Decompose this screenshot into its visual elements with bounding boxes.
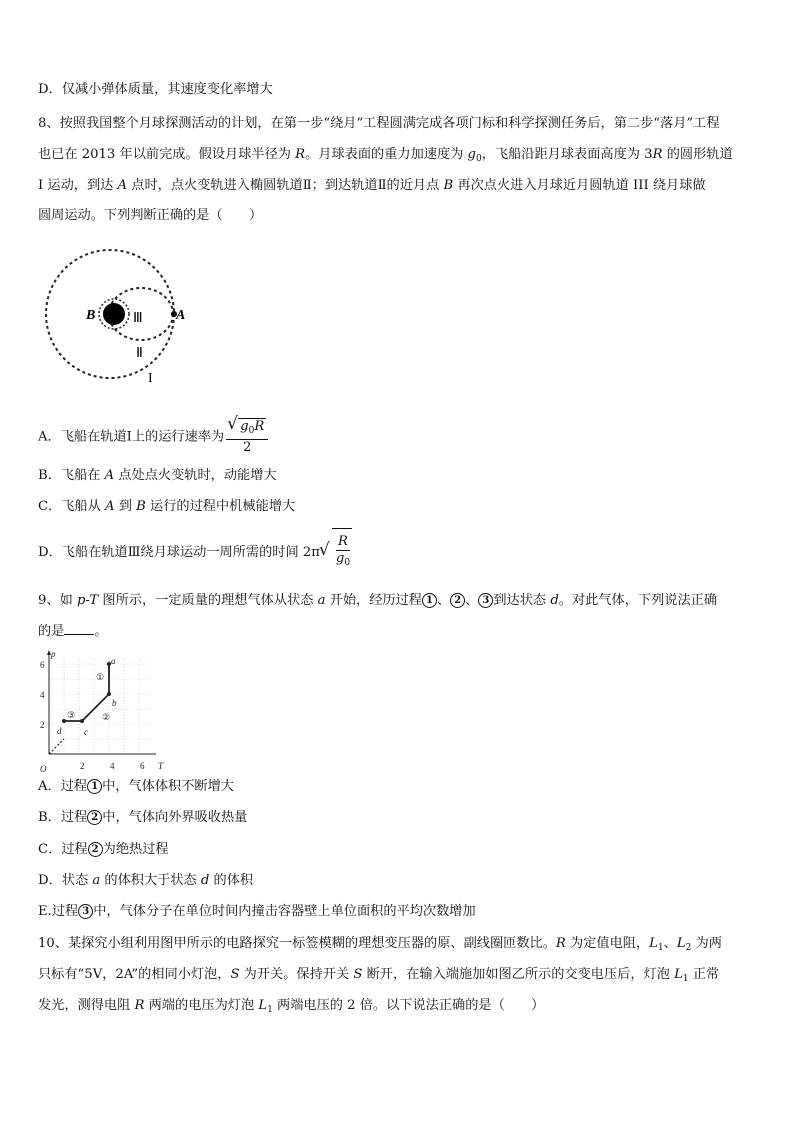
q9-text: 、 [465, 593, 479, 608]
label-I: I [148, 371, 153, 386]
q8-option-d [38, 528, 352, 577]
q10-stem-line-2 [38, 965, 719, 989]
label-A: A [176, 308, 186, 323]
q10-var: L [676, 936, 686, 951]
q10-stem-line-1 [38, 934, 722, 958]
q8-text: B．飞船在 [38, 468, 105, 483]
q8-a-text: A．飞船在轨道Ⅰ上的运行速率为 [38, 429, 225, 445]
q9-text: 、 [436, 593, 451, 608]
circled-number: 2 [87, 810, 102, 825]
q8-text: C．飞船从 [38, 499, 106, 514]
q9-text: 的体积 [209, 873, 254, 888]
q8-a-denominator: 2 [243, 440, 252, 455]
q8-d-radicand [332, 528, 352, 577]
q9-var: a [317, 593, 326, 608]
sqrt-symbol [320, 528, 352, 577]
q10-var: R [134, 998, 145, 1013]
q9-option-b [38, 808, 247, 828]
point-d [62, 719, 66, 723]
q10-sub: 2 [685, 943, 692, 953]
circled-number: 1 [422, 593, 437, 608]
q10-text: 为定值电阻， [565, 936, 650, 951]
q10-text: 为开关。保持开关 [239, 967, 354, 982]
q9-var: a [92, 873, 101, 888]
q10-var: S [353, 967, 363, 982]
q8-var: B [443, 178, 454, 193]
q8-var: A [105, 499, 115, 514]
q8-var: g [335, 551, 345, 566]
q10-text: 两端的电压为灯泡 [144, 998, 259, 1013]
x-tick: 4 [110, 761, 115, 771]
q10-text: 两端电压的 2 倍。以下说法正确的是（ ） [272, 998, 545, 1013]
q9-var: p-T [76, 593, 99, 608]
moon [103, 303, 125, 325]
process-3-label: ③ [67, 710, 76, 720]
sqrt-symbol [228, 418, 266, 439]
circled-number: 3 [78, 904, 93, 919]
x-tick: 2 [80, 761, 85, 771]
orbit-figure [44, 244, 204, 386]
q9-option-d [38, 871, 253, 891]
q10-sub: 1 [657, 943, 664, 953]
q9-text: 中，气体向外界吸收热量 [102, 810, 248, 825]
q8-a-numerator [226, 418, 268, 440]
y-tick: 4 [40, 690, 45, 700]
circled-number: 2 [450, 593, 465, 608]
state-c-label: c [84, 727, 88, 737]
t-axis-label: T [158, 761, 164, 771]
q8-var: R [295, 147, 306, 162]
q8-text: 再次点火进入月球近月圆轨道 III 绕月球做 [453, 178, 706, 193]
q8-sub: 0 [248, 426, 255, 436]
q9-stem-line-2 [38, 622, 108, 642]
x-tick: 6 [140, 761, 145, 771]
pt-diagram [36, 648, 168, 776]
q10-text: 正常 [688, 967, 720, 982]
label-II: Ⅱ [136, 346, 143, 361]
q9-text: 中，气体体积不断增大 [102, 779, 234, 794]
q9-option-e [38, 902, 476, 922]
q8-var: R [254, 419, 265, 434]
dashed-extension [49, 739, 64, 754]
q8-stem-line-3 [38, 176, 706, 196]
label-III: Ⅲ [133, 311, 143, 326]
q9-var: d [200, 873, 210, 888]
q8-var: A [104, 468, 115, 483]
q9-text: E.过程 [38, 904, 79, 919]
q8-text: 的圆形轨道 [662, 147, 733, 162]
q8-a-fraction [226, 418, 268, 456]
point-b [107, 692, 111, 696]
q8-var: g [240, 419, 249, 434]
q8-sub: 0 [344, 558, 351, 568]
q9-text: 图所示，一定质量的理想气体从状态 [98, 593, 318, 608]
q9-text: 。 [94, 624, 108, 639]
q9-text: 的体积大于状态 [100, 873, 201, 888]
state-a-label: a [111, 656, 116, 666]
q8-text: 点处点火变轨时，动能增大 [114, 468, 277, 483]
point-c [80, 719, 84, 723]
q10-sub: 1 [682, 974, 689, 984]
q8-text: ，飞船沿距月球表面高度为 3 [481, 147, 653, 162]
answer-blank[interactable] [64, 622, 94, 635]
q8-d-denominator [336, 551, 350, 571]
y-tick: 6 [40, 660, 45, 670]
q8-var: A [117, 178, 128, 193]
q8-d-numerator [336, 534, 350, 551]
q8-text: I 运动，到达 [38, 178, 118, 193]
q10-text: 发光，测得电阻 [38, 998, 135, 1013]
q8-var: g [467, 147, 476, 162]
q8-text: 。月球表面的重力加速度为 [305, 147, 468, 162]
q10-var: L [649, 936, 658, 951]
q8-option-c [38, 497, 295, 517]
q9-text: 的是 [38, 624, 65, 639]
q10-var: L [674, 967, 683, 982]
q8-a-radicand [238, 418, 266, 439]
state-d-label: d [57, 726, 62, 736]
q8-var: B [136, 499, 146, 514]
circled-number: 3 [478, 593, 493, 608]
q8-text: 也已在 2013 年以前完成。假设月球半径为 [38, 147, 296, 162]
q7-option-d [38, 80, 273, 100]
q9-text: 9、如 [38, 593, 77, 608]
q8-stem-line-1 [38, 114, 720, 134]
q8-text: 点时，点火变轨进入椭圆轨道Ⅱ；到达轨道Ⅱ的近月点 [127, 178, 444, 193]
q9-text: B．过程 [38, 810, 88, 825]
q10-text: 为两 [691, 936, 722, 951]
q9-stem-line-1 [38, 591, 717, 611]
q7-option-d-text: D．仅减小弹体质量，其速度变化率增大 [38, 82, 273, 97]
q9-text: D．状态 [38, 873, 93, 888]
q9-text: 。对此气体，下列说法正确 [558, 593, 718, 608]
q8-d-fraction [336, 534, 350, 571]
q8-var: R [338, 534, 348, 549]
circled-number: 2 [88, 842, 103, 857]
q9-text: 开始，经历过程 [325, 593, 422, 608]
p-axis-label: p [51, 649, 56, 659]
origin-label: O [40, 764, 47, 774]
q8-stem-text-4: 圆周运动。下列判断正确的是（ ） [38, 208, 263, 223]
process-2-label: ② [102, 712, 111, 722]
q8-sub: 0 [475, 154, 482, 164]
q9-text: C．过程 [38, 842, 88, 857]
q8-text: 运行的过程中机械能增大 [145, 499, 296, 514]
q9-option-a [38, 777, 234, 797]
label-B: B [86, 308, 96, 323]
q10-var: S [230, 967, 240, 982]
q9-text: 中，气体分子在单位时间内撞击容器壁上单位面积的平均次数增加 [93, 904, 476, 919]
q10-var: R [555, 936, 566, 951]
q10-text: 10、某探究小组利用图甲所示的电路探究一标签模糊的理想变压器的原、副线圈匝数比。 [38, 936, 556, 951]
q10-text: 、 [663, 936, 677, 951]
y-tick: 2 [40, 720, 45, 730]
q8-stem-text-1: 8、按照我国整个月球探测活动的计划，在第一步“绕月”工程圆满完成各项门标和科学探测任务后，第二步“落月”工程 [38, 116, 720, 131]
q8-var: R [652, 147, 663, 162]
q9-text: 到达状态 [493, 593, 551, 608]
process-1-label: ① [96, 672, 105, 682]
circled-number: 1 [87, 779, 102, 794]
q9-var: d [550, 593, 559, 608]
q10-var: L [258, 998, 268, 1013]
q9-text: 为绝热过程 [102, 842, 169, 857]
q10-sub: 1 [267, 1005, 273, 1015]
q9-option-c [38, 840, 169, 860]
q10-text: 只标有“5V，2A”的相同小灯泡， [38, 967, 231, 982]
q8-stem-line-4 [38, 206, 262, 226]
q8-option-b [38, 466, 277, 486]
q8-stem-line-2 [38, 145, 733, 169]
q9-text: A．过程 [38, 779, 88, 794]
q8-text: D．飞船在轨道Ⅲ绕月球运动一周所需的时间 2π [38, 545, 320, 560]
state-b-label: b [112, 698, 117, 708]
q10-text: 断开，在输入端施加如图乙所示的交变电压后，灯泡 [362, 967, 675, 982]
q8-option-a [38, 418, 268, 456]
q8-text: 到 [114, 499, 137, 514]
q10-stem-line-3 [38, 996, 544, 1020]
